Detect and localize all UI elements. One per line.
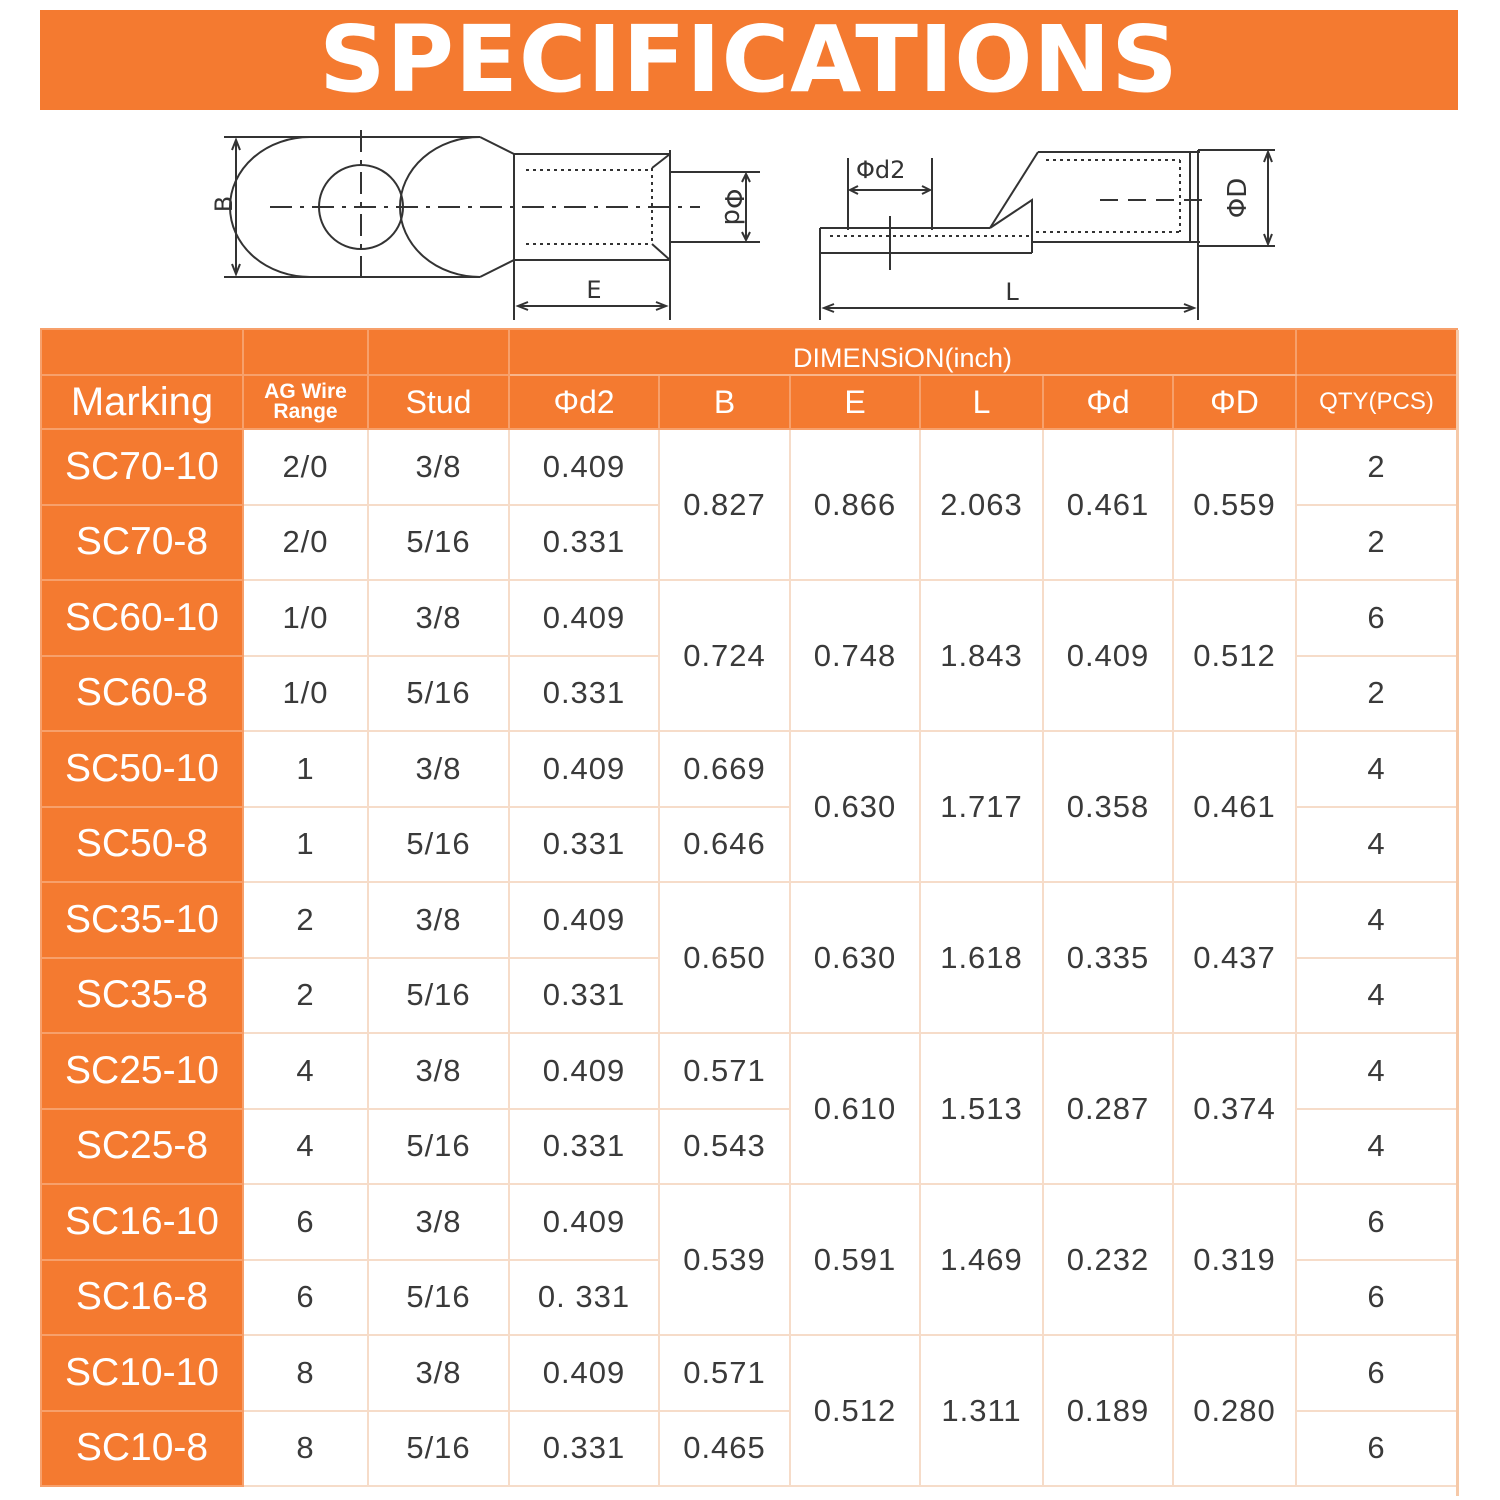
phi-big-d-cell: 0.461: [1173, 731, 1296, 882]
label-e: E: [586, 276, 602, 304]
header-ag-wire-line1: AG Wire: [264, 380, 347, 403]
phi-d-cell: 0.409: [1043, 580, 1173, 731]
awg-cell: 2/0: [243, 505, 368, 581]
awg-cell: 1/0: [243, 656, 368, 732]
header-l: L: [920, 375, 1043, 429]
marking-cell: SC10-10: [41, 1335, 243, 1411]
phi-big-d-cell: 0.374: [1173, 1033, 1296, 1184]
page-title: SPECIFICATIONS: [319, 6, 1179, 113]
l-cell: 1.469: [920, 1184, 1043, 1335]
table-row: [41, 1184, 1457, 1260]
dimension-group-header: DIMENSiON(inch): [509, 329, 1296, 375]
phi-d2-cell: 0.331: [509, 1411, 659, 1487]
qty-cell: 2: [1296, 429, 1457, 505]
phi-d-cell: 0.287: [1043, 1033, 1173, 1184]
top-view-drawing: [224, 130, 760, 320]
marking-cell: SC60-10: [41, 580, 243, 656]
b-cell: 0.465: [659, 1411, 790, 1487]
qty-cell: 6: [1296, 580, 1457, 656]
stud-cell: 3/8: [368, 1033, 509, 1109]
awg-cell: 4: [243, 1109, 368, 1185]
table-row: [41, 429, 1457, 505]
qty-cell: 4: [1296, 958, 1457, 1034]
l-cell: 2.063: [920, 429, 1043, 580]
b-cell: 0.646: [659, 807, 790, 883]
stud-cell: 5/16: [368, 958, 509, 1034]
stud-cell: 5/16: [368, 505, 509, 581]
awg-cell: 2: [243, 958, 368, 1034]
qty-cell: 4: [1296, 1033, 1457, 1109]
b-cell: 0.543: [659, 1109, 790, 1185]
phi-d-cell: 0.358: [1043, 731, 1173, 882]
header-phi-d2: Φd2: [509, 375, 659, 429]
phi-d2-cell: 0.409: [509, 882, 659, 958]
stud-cell: 3/8: [368, 1335, 509, 1411]
table-row: [41, 1335, 1457, 1411]
specifications-table: [40, 328, 1458, 1487]
label-phi-big-d: ΦD: [1223, 177, 1253, 219]
qty-cell: 6: [1296, 1184, 1457, 1260]
phi-d2-cell: 0. 331: [509, 1260, 659, 1336]
header-e: E: [790, 375, 920, 429]
header-blank-stud: [368, 329, 509, 375]
header-stud: Stud: [368, 375, 509, 429]
qty-cell: 6: [1296, 1335, 1457, 1411]
table-right-edge: [1456, 330, 1459, 1496]
awg-cell: 1/0: [243, 580, 368, 656]
awg-cell: 4: [243, 1033, 368, 1109]
header-phi-d: Φd: [1043, 375, 1173, 429]
header-ag-wire-line2: Range: [273, 400, 338, 423]
e-cell: 0.512: [790, 1335, 920, 1486]
awg-cell: 1: [243, 807, 368, 883]
marking-cell: SC25-8: [41, 1109, 243, 1185]
awg-cell: 6: [243, 1260, 368, 1336]
marking-cell: SC35-8: [41, 958, 243, 1034]
stud-cell: 5/16: [368, 1260, 509, 1336]
stud-cell: 5/16: [368, 1109, 509, 1185]
b-cell: 0.571: [659, 1033, 790, 1109]
l-cell: 1.513: [920, 1033, 1043, 1184]
marking-cell: SC35-10: [41, 882, 243, 958]
table-row: [41, 882, 1457, 958]
phi-d-cell: 0.335: [1043, 882, 1173, 1033]
phi-d-cell: 0.189: [1043, 1335, 1173, 1486]
marking-cell: SC50-8: [41, 807, 243, 883]
phi-d2-cell: 0.409: [509, 580, 659, 656]
marking-cell: SC60-8: [41, 656, 243, 732]
header-phi-big-d: ΦD: [1173, 375, 1296, 429]
stud-cell: 5/16: [368, 807, 509, 883]
b-cell: 0.669: [659, 731, 790, 807]
phi-d2-cell: 0.331: [509, 958, 659, 1034]
marking-cell: SC50-10: [41, 731, 243, 807]
phi-d-cell: 0.232: [1043, 1184, 1173, 1335]
lug-dimension-diagram: [180, 120, 1300, 325]
phi-d2-cell: 0.409: [509, 1335, 659, 1411]
e-cell: 0.866: [790, 429, 920, 580]
stud-cell: 3/8: [368, 429, 509, 505]
stud-cell: 3/8: [368, 882, 509, 958]
marking-cell: SC16-10: [41, 1184, 243, 1260]
lug-drawing: [180, 120, 1300, 325]
awg-cell: 1: [243, 731, 368, 807]
phi-d-cell: 0.461: [1043, 429, 1173, 580]
awg-cell: 8: [243, 1411, 368, 1487]
qty-cell: 4: [1296, 807, 1457, 883]
phi-big-d-cell: 0.280: [1173, 1335, 1296, 1486]
header-blank-qty: [1296, 329, 1457, 375]
stud-cell: 5/16: [368, 656, 509, 732]
phi-big-d-cell: 0.559: [1173, 429, 1296, 580]
b-cell: 0.827: [659, 429, 790, 580]
qty-cell: 2: [1296, 656, 1457, 732]
b-cell: 0.539: [659, 1184, 790, 1335]
l-cell: 1.311: [920, 1335, 1043, 1486]
stud-cell: 5/16: [368, 1411, 509, 1487]
header-qty: QTY(PCS): [1296, 375, 1457, 429]
marking-cell: SC16-8: [41, 1260, 243, 1336]
marking-cell: SC25-10: [41, 1033, 243, 1109]
qty-cell: 4: [1296, 882, 1457, 958]
marking-cell: SC10-8: [41, 1411, 243, 1487]
l-cell: 1.618: [920, 882, 1043, 1033]
awg-cell: 2/0: [243, 429, 368, 505]
label-l: L: [1005, 278, 1019, 306]
title-banner: [40, 6, 1458, 113]
l-cell: 1.717: [920, 731, 1043, 882]
b-cell: 0.650: [659, 882, 790, 1033]
b-cell: 0.571: [659, 1335, 790, 1411]
phi-d2-cell: 0.409: [509, 429, 659, 505]
header-ag-wire-range: [243, 375, 368, 429]
table-row: [41, 1033, 1457, 1109]
phi-d2-cell: 0.409: [509, 1184, 659, 1260]
phi-d2-cell: 0.331: [509, 505, 659, 581]
phi-big-d-cell: 0.437: [1173, 882, 1296, 1033]
b-cell: 0.724: [659, 580, 790, 731]
e-cell: 0.748: [790, 580, 920, 731]
qty-cell: 2: [1296, 505, 1457, 581]
stud-cell: 3/8: [368, 731, 509, 807]
table-row: [41, 731, 1457, 807]
phi-big-d-cell: 0.512: [1173, 580, 1296, 731]
marking-cell: SC70-8: [41, 505, 243, 581]
awg-cell: 6: [243, 1184, 368, 1260]
e-cell: 0.610: [790, 1033, 920, 1184]
phi-d2-cell: 0.331: [509, 656, 659, 732]
qty-cell: 6: [1296, 1260, 1457, 1336]
header-blank-marking: [41, 329, 243, 375]
phi-d2-cell: 0.409: [509, 1033, 659, 1109]
qty-cell: 4: [1296, 1109, 1457, 1185]
awg-cell: 8: [243, 1335, 368, 1411]
phi-d2-cell: 0.331: [509, 807, 659, 883]
phi-d2-cell: 0.409: [509, 731, 659, 807]
awg-cell: 2: [243, 882, 368, 958]
phi-big-d-cell: 0.319: [1173, 1184, 1296, 1335]
header-blank-awg: [243, 329, 368, 375]
e-cell: 0.630: [790, 731, 920, 882]
marking-cell: SC70-10: [41, 429, 243, 505]
stud-cell: 3/8: [368, 580, 509, 656]
header-b: B: [659, 375, 790, 429]
qty-cell: 6: [1296, 1411, 1457, 1487]
e-cell: 0.591: [790, 1184, 920, 1335]
label-phi-d: Φd: [718, 188, 748, 226]
phi-d2-cell: 0.331: [509, 1109, 659, 1185]
qty-cell: 4: [1296, 731, 1457, 807]
label-b: B: [210, 195, 238, 213]
table-row: [41, 580, 1457, 656]
label-phi-d2: Φd2: [856, 156, 906, 184]
specifications-body: [41, 429, 1457, 1486]
l-cell: 1.843: [920, 580, 1043, 731]
header-marking: Marking: [41, 375, 243, 429]
stud-cell: 3/8: [368, 1184, 509, 1260]
e-cell: 0.630: [790, 882, 920, 1033]
